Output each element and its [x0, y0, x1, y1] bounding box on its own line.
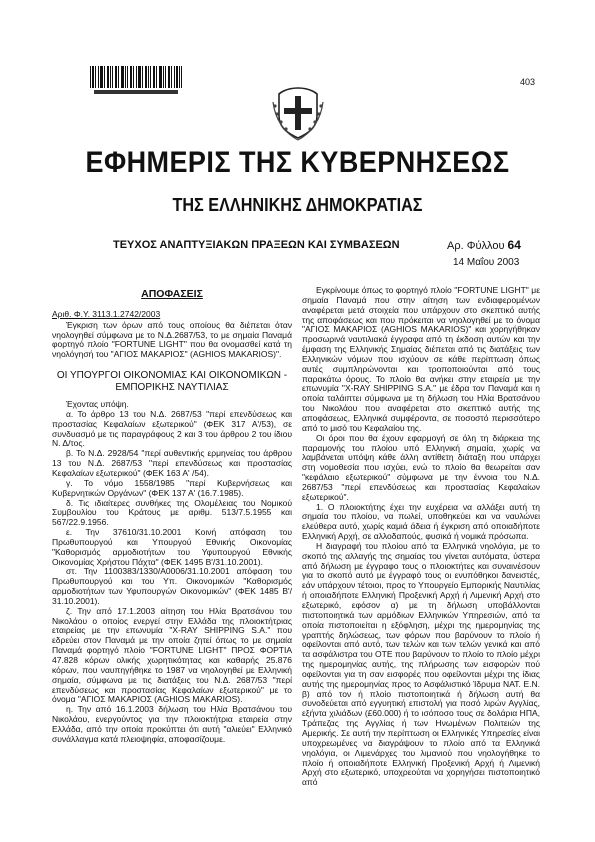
paragraph: ζ. Την από 17.1.2003 αίτηση του Ηλία Βρατσάνου του Νικολάου ο οποίος ενεργεί στην Ελλάδα της πλοιοκτήτριας εταιρείας με την επωνυμία "X-RAY SHIPPING S.A." που εδρεύει στον Παναμά με την οποία ζητεί όπως το με σημαία Παναμά φορτηγό πλοίο "FORTUNE LIGHT" ΠΡΟΣ ΦΟΡΤΙΑ 47.828 κόρων ολικής χωρητικότητας και καθαρής 25.876 κόρων, που ναυπηγήθηκε το 1987 να νηολογηθεί με Ελληνική σημαία, σύμφωνα με τις διατάξεις του Ν.Δ. 2687/53 "περί επενδύσεως και προστασίας Κεφαλαίων εξωτερικού" με το όνομα "ΑΓΙΟΣ ΜΑΚΑΡΙΟΣ (AGHIOS MAKARIOS). — [52, 605, 292, 705]
paragraph: Εγκρίνουμε όπως το φορτηγό πλοίο "FORTUNE LIGHT" με σημαία Παναμά που στην αίτηση των ενδιαφερομένων αναφέρεται μετά στοιχεία που υπάρχουν στο σκεπτικό αυτής της αποφάσεως και που πρόκειται να νηολογηθεί με το όνομα "ΑΓΙΟΣ ΜΑΚΑΡΙΟΣ (AGHIOS MAKARIOS)" και χορηγήθηκαν προσωρινά ναυτιλιακά έγγραφα από τη έκδοση αυτών και την έμφαση της Ελληνικής Σημαίας διέπεται από τις διατάξεις των Ελληνικών νόμων που ισχύουν σε κάθε περίπτωση όπως αυτές συμπληρώνονται και τροποποιούνται από τους παρακάτω όρους. Το πλοίο θα ανήκει στην εταιρεία με την επωνυμία "X-RAY SHIPPING S.A." με έδρα τον Παναμά και η οποία ταλάιπτει σύμφωνα με τη δήλωση του Ηλία Βρατσάνου του Νικολάου που αναφέρεται στο σκεπτικό αυτής της αποφάσεως, Ελληνικά συμφέροντα, σε ποσοστό περισσότερο από το μισό του Κεφαλαίου της. — [302, 285, 540, 433]
issue-number-line — [447, 238, 521, 252]
paragraph: β. Το Ν.Δ. 2928/54 "περί αυθεντικής ερμηνείας του άρθρου 13 του Ν.Δ. 2687/53 "περί επενδύσεως και προστασίας Κεφαλαίων εξωτερικού" (ΦΕΚ 163 Α' /54). — [52, 448, 292, 478]
decisions-heading: ΑΠΟΦΑΣΕΙΣ — [141, 288, 203, 300]
gazette-subtitle: ΤΗΣ ΕΛΛΗΝΙΚΗΣ ΔΗΜΟΚΡΑΤΙΑΣ — [172, 195, 423, 215]
right-column — [302, 286, 540, 788]
barcode-image — [88, 64, 184, 98]
greek-coat-of-arms-icon — [271, 82, 325, 142]
ministers-heading: ΟΙ ΥΠΟΥΡΓΟΙ ΟΙΚΟΝΟΜΙΑΣ ΚΑΙ ΟΙΚΟΝΟΜΙΚΩΝ - ΕΜΠΟΡΙΚΗΣ ΝΑΥΤΙΛΙΑΣ — [56, 370, 288, 394]
left-column — [52, 286, 292, 745]
having-regard: Έχοντας υπόψη. — [66, 399, 129, 410]
issue-label: Αρ. Φύλλου — [447, 240, 505, 252]
gazette-title: ΕΦΗΜΕΡΙΣ ΤΗΣ ΚΥΒΕΡΝΗΣΕΩΣ — [85, 146, 510, 179]
page-number: 403 — [520, 77, 536, 87]
paragraph: Οι όροι που θα έχουν εφαρμογή σε όλη τη διάρκεια της παραμονής του πλοίου υπό Ελληνική σημαία, χωρίς να λαμβάνεται υπόψη κάθε άλλη αντίθετη διάταξη που υπάρχει στη νομοθεσία που ισχύει, ενώ το πλοίο θα θεωρείται σαν "κεφάλαιο εξωτερικού" σύμφωνα με την έννοια του Ν.Δ. 2687/53 "περί επενδύσεως και προστασίας Κεφαλαίων εξωτερικού". — [302, 432, 540, 502]
paragraph: 1. Ο πλοιοκτήτης έχει την ευχέρεια να αλλάξει αυτή τη σημαία του πλοίου, να πωλεί, υποθηκεύει και να ναυλώνει ελεύθερα αυτό, χωρίς καμιά άδεια ή έγκριση από οποιαδήποτε Ελληνική Αρχή, σε αλλοδαπούς, φυσικά ή νομικά πρόσωπα. — [302, 501, 540, 542]
issue-type: ΤΕΥΧΟΣ ΑΝΑΠΤΥΞΙΑΚΩΝ ΠΡΑΞΕΩΝ ΚΑΙ ΣΥΜΒΑΣΕΩΝ — [113, 239, 400, 251]
paragraph: γ. Το νόμο 1558/1985 "περί Κυβερνήσεως και Κυβερνητικών Οργάνων" (ΦΕΚ 137 Α' (16.7.1985). — [52, 477, 292, 498]
paragraph: η. Την από 16.1.2003 δήλωση του Ηλία Βρατσάνου του Νικολάου, ενεργούντος για την πλοιοκτήτρια εταιρεία στην Ελλάδα, από την οποία προκύπτει ότι αυτή "αλιεύει" Ελληνικό συνάλλαγμα κατά πλειοψηφία, αποφασίζουμε. — [52, 704, 292, 744]
issue-number: 64 — [507, 238, 521, 252]
paragraph: δ. Τις ιδιαίτερες συνθήκες της Ολομέλειας του Νομικού Συμβουλίου του Κράτους με αριθμ. 513/7.5.1955 και 567/22.9.1956. — [52, 497, 292, 528]
decision-reference: Αριθ. Φ.Υ. 3113.1.2742/2003 — [52, 308, 161, 319]
paragraph: στ. Την 1100383/1330/Α0006/31.10.2001 απόφαση του Πρωθυπουργού και του Υπ. Οικονομικών "Καθορισμός αρμοδιοτήτων των Υφυπουργών Οικονομικών" (ΦΕΚ 1485 Β'/ 31.10.2001). — [52, 566, 292, 606]
paragraph: α. Το άρθρο 13 του Ν.Δ. 2687/53 "περί επενδύσεως και προστασίας Κεφαλαίων εξωτερικού" (ΦΕΚ 317 Α'/53), σε συνδυασμό με τις παραγράφους 2 και 3 του άρθρου 2 του ίδιου Ν. Δ/τος. — [52, 408, 292, 449]
paragraph: ε. Την 37610/31.10.2001 Κοινή απόφαση του Πρωθυπουργού και Υπουργού Εθνικής Οικονομίας "Καθορισμός αρμοδιοτήτων του Υφυπουργού Εθνικής Οικονομίας Χρήστου Πάχτα" (ΦΕΚ 1495 Β'/31.10.2001). — [52, 527, 292, 567]
paragraph: Η διαγραφή του πλοίου από τα Ελληνικά νηολόγια, με το σκοπό της αλλαγής της σημαίας του γίνεται αυτόματα, ύστερα από δήλωση με έγγραφο τους ο πλοιοκτήτες και συναινέσουν για το σκοπό αυτό με έγγραφό τους οι ενυπόθηκοι δανειστές, εάν υπάρχουν τέτοιοι, προς το Υπουργείο Εμπορικής Ναυτιλίας ή οποιαδήποτε Ελληνική Προξενική Αρχή ή Λιμενική Αρχή στο εξωτερικό, εφόσον α) με τη δήλωση υποβάλλονται πιστοποιητικά των αρμόδιων Ελληνικών Υπηρεσιών, από τα οποία πιστοποιείται η εξόφληση, μέχρι της ημερομηνίας της γραπτής δηλώσεως, των φόρων που βαρύνουν το πλοίο ή οφείλονται από αυτό, των τελών και των τελών γενικά και από τα ασφάλιστρα του ΟΤΕ που βαρύνουν το πλοίο το πλοίο μέχρι της ημερομηνίας αυτής, της πλήρωσης των εισφορών πού οφείλονται για τη σαν εισφορές που οφείλονται μέχρι της ίδιας αυτής της ημερομηνίας προς το Ασφάλιστικό Ίδρυμα ΝΑΤ. Ε.Ν. β) από τον ή πλοίο πιστοποιητικά ή δήλωση αυτή θα συνοδεύεται από εγγυητική επιστολή για ποσό λιρών Αγγλίας, εξήντα χιλιάδων (£60.000) ή το ισόποσο τους σε δολάρια ΗΠΑ, Τράπεζας της Αγγλίας ή των Ηνωμένων Πολιτειών της Αμερικής. Σε αυτή την περίπτωση οι Ελληνικές Υπηρεσίες είναι υποχρεωμένες να διαγράψουν το πλοίο από τα Ελληνικά νηολόγια, οι Λιμενάρχες του λιμανιού που νηολογήθηκε το πλοίο ή οποιαδήποτε Ελληνική Προξενική Αρχή ή Λιμενική Αρχή στο εξωτερικό, υποχρεούται να χορηγήσει πιστοποιητικό από — [302, 540, 541, 788]
issue-date: 14 Μαΐου 2003 — [453, 257, 520, 268]
decision-intro: Έγκριση των όρων από τους οποίους θα διέπεται όταν νηολογηθεί σύμφωνα με το Ν.Δ.2687/53, το με σημαία Παναμά φορτηγό πλοίο "FORTUNE LIGHT" που θα ονομασθεί κατά τη νηολόγησή του "ΑΓΙΟΣ ΜΑΚΑΡΙΟΣ" (AGHIOS MAKARIOS)". — [52, 319, 292, 360]
